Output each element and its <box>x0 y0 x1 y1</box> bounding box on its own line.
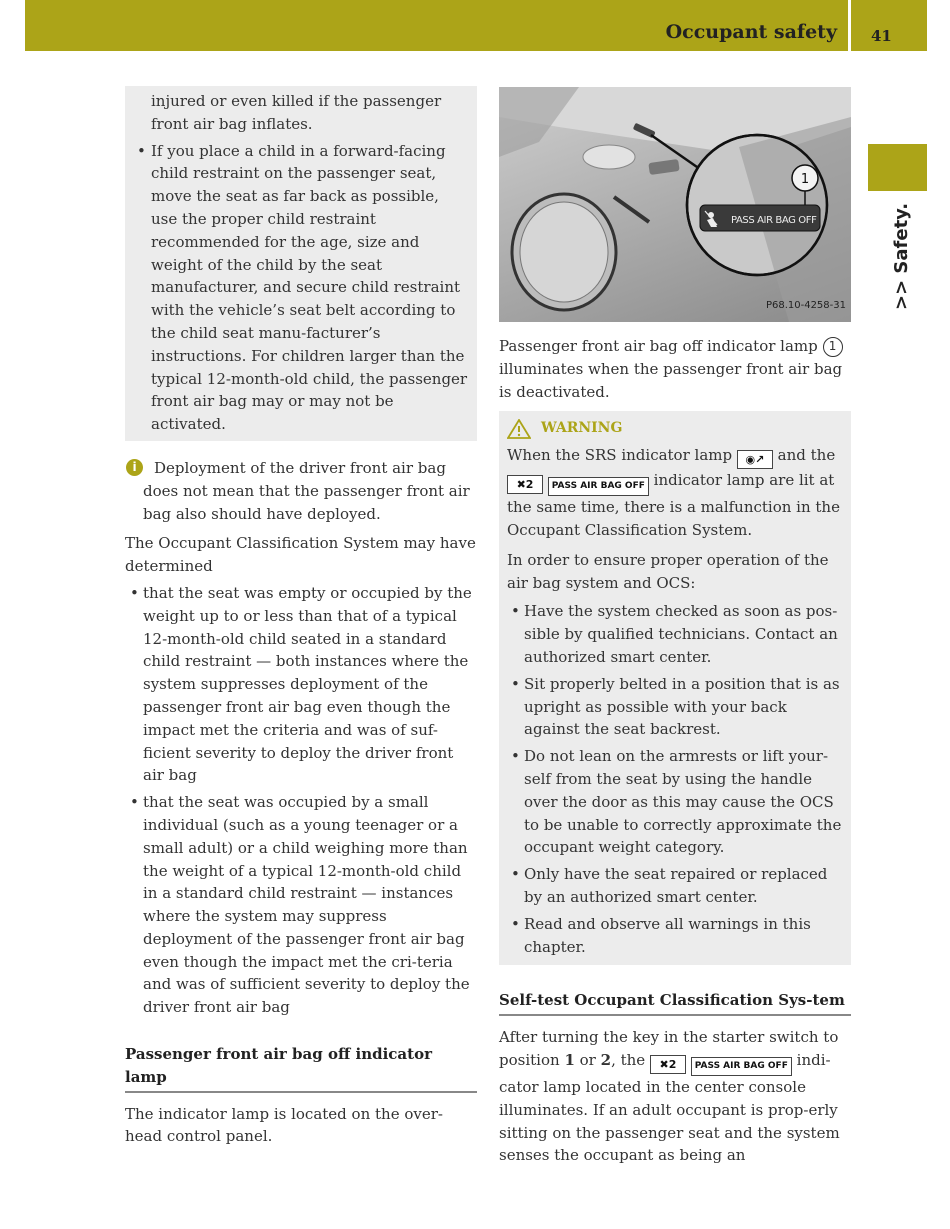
section-tab <box>868 144 927 191</box>
page-number: 41 <box>871 27 892 45</box>
figure-callout-number: 1 <box>800 172 810 187</box>
list-item: • Sit properly belted in a position that is as upright as possible with your back against the seat backrest. <box>507 673 842 741</box>
pass-airbag-off-indicator: PASS AIR BAG OFF <box>548 477 649 496</box>
position-2: 2 <box>600 1050 612 1069</box>
caption-text-2: illuminates when the passenger front air bag is deactivated. <box>499 359 843 401</box>
list-item: • Have the system checked as soon as pos-sible by qualified technicians. Contact an authorized smart center. <box>507 600 842 668</box>
airbag-off-icon: ✖2 <box>650 1055 686 1074</box>
warning-text-c: indicator lamp are lit at the same time, there is a malfunction in the Occupant Classification System. <box>507 471 840 539</box>
airbag-off-icon: ✖2 <box>507 475 543 494</box>
or-text: or <box>579 1050 596 1069</box>
list-item: • that the seat was occupied by a small individual (such as a young teenager or a small adult) or a child weighing more than the weight of a typical 12-month-old child in a standard child restraint — instances where the system may suppress deployment of the passenger front air bag even though the impact met the cri-teria and was of sufficient severity to deploy the driver front air bag <box>125 791 477 1019</box>
caption-text: Passenger front air bag off indicator lamp <box>499 337 818 355</box>
self-test-text-b: , the <box>611 1050 646 1069</box>
right-column <box>499 87 851 1167</box>
list-item: • Do not lean on the armrests or lift your-self from the seat by using the handle over the door as this may cause the OCS to be unable to correctly approximate the occupant weight category. <box>507 745 842 859</box>
section-heading-indicator-lamp: Passenger front air bag off indicator lamp <box>125 1043 477 1093</box>
ocs-list <box>125 582 477 1019</box>
warning-text-b: and the <box>777 446 836 465</box>
info-icon: i <box>126 459 143 476</box>
warning-label: WARNING <box>541 420 623 437</box>
pass-airbag-off-indicator: PASS AIR BAG OFF <box>691 1057 792 1076</box>
section-label <box>865 198 912 318</box>
warning-text-2: In order to ensure proper operation of the air bag system and OCS: <box>507 550 829 592</box>
self-test-text <box>499 1026 851 1167</box>
info-note-text <box>143 457 477 525</box>
warning-text <box>507 444 842 542</box>
warning-box <box>499 411 851 965</box>
warning-list <box>507 600 842 958</box>
figure-lamp-text: PASS AIR BAG OFF <box>731 215 817 226</box>
section-label-text: >> Safety. <box>891 202 912 310</box>
list-item: • that the seat was empty or occupied by the weight up to or less than that of a typical 12-month-old child seated in a standard child restraint — both instances where the system suppresses deployment of the passenger front air bag even though the impact met the criteria and was of suf-ficient severity to deploy the driver front air bag <box>125 582 477 787</box>
figure-caption <box>499 335 851 403</box>
srs-indicator-icon: ◉↗ <box>737 450 773 469</box>
ocs-intro: The Occupant Classification System may have determined <box>125 534 476 576</box>
overhead-panel-figure <box>499 87 851 322</box>
callout-number: 1 <box>823 337 843 357</box>
warning-text-a: When the SRS indicator lamp <box>507 446 733 465</box>
child-restraint-box <box>125 86 477 441</box>
section-heading-self-test: Self-test Occupant Classification Sys-tem <box>499 989 851 1016</box>
warning-triangle-icon <box>507 419 531 439</box>
header-divider <box>848 0 851 51</box>
overhead-panel-illustration <box>499 87 851 322</box>
list-item: • If you place a child in a forward-facing child restraint on the passenger seat, move the seat as far back as possible, use the proper child restraint recommended for the age, size and weight of the child by the seat manufacturer, and secure child restraint with the vehicle’s seat belt according to the child seat manu-facturer’s instructions. For children larger than the typical 12-month-old child, the passenger front air bag may or may not be activated. <box>133 140 469 436</box>
self-test-text-a: After turning the key in the starter switch to position <box>499 1028 839 1069</box>
self-test-text-c: indi-cator lamp located in the center console illuminates. If an adult occupant is prop-erly sitting on the passenger seat and the system senses the occupant as being an <box>499 1050 840 1165</box>
left-column <box>125 86 477 1148</box>
info-note-text-span: Deployment of the driver front air bag does not mean that the passenger front air bag also should have deployed. <box>143 458 470 523</box>
figure-code: P68.10-4258-31 <box>765 300 846 312</box>
box-continuation-text: injured or even killed if the passenger front air bag inflates. <box>151 92 442 133</box>
indicator-lamp-text: The indicator lamp is located on the over-head control panel. <box>125 1104 443 1146</box>
page-title: Occupant safety <box>665 21 837 43</box>
list-item: • Read and observe all warnings in this chapter. <box>507 913 842 959</box>
info-note <box>125 457 477 525</box>
list-item: • Only have the seat repaired or replaced by an authorized smart center. <box>507 863 842 909</box>
warning-header <box>507 417 842 440</box>
position-1: 1 <box>564 1050 575 1069</box>
